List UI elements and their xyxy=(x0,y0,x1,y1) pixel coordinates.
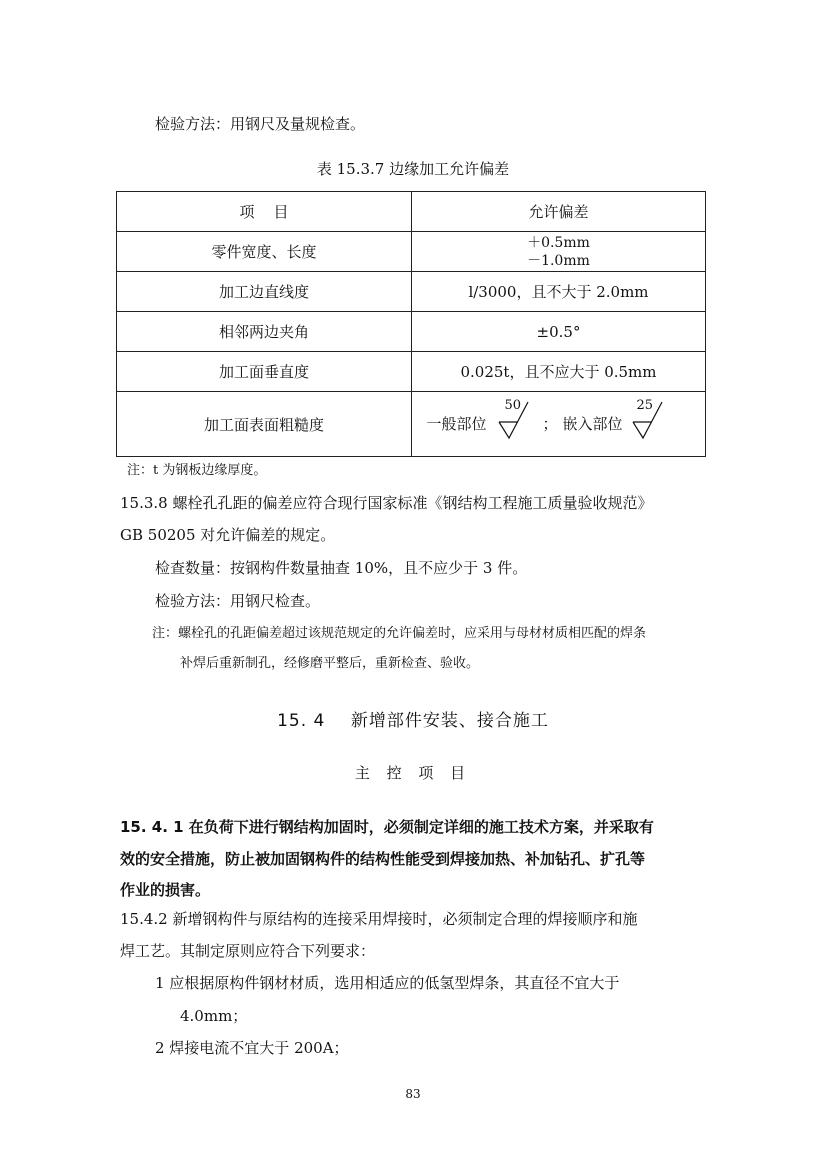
tolerance-minus: －1.0mm xyxy=(527,252,590,269)
page-number: 83 xyxy=(405,1087,421,1101)
table-note: 注：t 为钢板边缘厚度。 xyxy=(127,463,267,478)
row-tolerance xyxy=(412,232,706,272)
header-item: 项 目 xyxy=(117,192,412,232)
header-tolerance: 允许偏差 xyxy=(412,192,706,232)
embedded-part-label: 嵌入部位 xyxy=(562,415,623,433)
tolerance-plus: ＋0.5mm xyxy=(527,234,590,251)
roughness-symbol-icon xyxy=(631,400,665,442)
row-tolerance-roughness xyxy=(412,392,706,457)
clause-15-4-1-line3: 作业的损害。 xyxy=(120,881,211,899)
table-row xyxy=(117,312,706,352)
separator: ； xyxy=(542,415,558,433)
table-row xyxy=(117,232,706,272)
inspection-method-line: 检验方法：用钢尺及量规检查。 xyxy=(155,115,366,133)
inspection-quantity-line: 检查数量：按钢构件数量抽查 10%，且不应少于 3 件。 xyxy=(155,559,528,577)
subsection-title: 主 控 项 目 xyxy=(354,764,472,782)
roughness-symbols xyxy=(419,392,699,452)
roughness-symbol-icon xyxy=(497,400,531,442)
bolt-hole-note-line2: 补焊后重新制孔，经修磨平整后，重新检查、验收。 xyxy=(180,656,480,671)
row-tolerance: ±0.5° xyxy=(412,312,706,352)
row-item: 加工面表面粗糙度 xyxy=(117,392,412,457)
clause-15-4-2-line1: 15.4.2 新增钢构件与原结构的连接采用焊接时，必须制定合理的焊接顺序和施 xyxy=(120,910,638,928)
section-title: 15. 4 新增部件安装、接合施工 xyxy=(277,711,549,731)
table-row xyxy=(117,272,706,312)
table-caption: 表 15.3.7 边缘加工允许偏差 xyxy=(316,160,510,178)
requirement-1-line2: 4.0mm； xyxy=(180,1007,248,1025)
requirement-2: 2 焊接电流不宜大于 200A； xyxy=(155,1039,349,1057)
clause-15-4-1-line2: 效的安全措施，防止被加固钢构件的结构性能受到焊接加热、补加钻孔、扩孔等 xyxy=(120,850,646,868)
table-row xyxy=(117,352,706,392)
row-item: 零件宽度、长度 xyxy=(117,232,412,272)
general-part-label: 一般部位 xyxy=(426,415,487,433)
table-row xyxy=(117,392,706,457)
row-item: 加工面垂直度 xyxy=(117,352,412,392)
bolt-hole-note-line1: 注：螺栓孔的孔距偏差超过该规范规定的允许偏差时，应采用与母材材质相匹配的焊条 xyxy=(152,626,647,641)
edge-processing-tolerance-table xyxy=(116,191,706,457)
clause-15-4-2-line2: 焊工艺。其制定原则应符合下列要求： xyxy=(120,942,376,960)
table-header-row xyxy=(117,192,706,232)
inspection-method-line-2: 检验方法：用钢尺检查。 xyxy=(155,592,321,610)
row-tolerance: 0.025t，且不应大于 0.5mm xyxy=(412,352,706,392)
row-item: 加工边直线度 xyxy=(117,272,412,312)
clause-15-3-8-line1: 15.3.8 螺栓孔孔距的偏差应符合现行国家标准《钢结构工程施工质量验收规范》 xyxy=(120,494,653,512)
requirement-1-line1: 1 应根据原构件钢材材质，选用相适应的低氢型焊条，其直径不宜大于 xyxy=(155,974,620,992)
embedded-roughness-value: 25 xyxy=(636,398,654,413)
general-roughness-value: 50 xyxy=(504,398,522,413)
row-tolerance: l/3000，且不大于 2.0mm xyxy=(412,272,706,312)
clause-15-4-1-line1: 15. 4. 1 在负荷下进行钢结构加固时，必须制定详细的施工技术方案，并采取有 xyxy=(120,818,654,836)
row-item: 相邻两边夹角 xyxy=(117,312,412,352)
clause-15-3-8-line2: GB 50205 对允许偏差的规定。 xyxy=(120,526,336,544)
